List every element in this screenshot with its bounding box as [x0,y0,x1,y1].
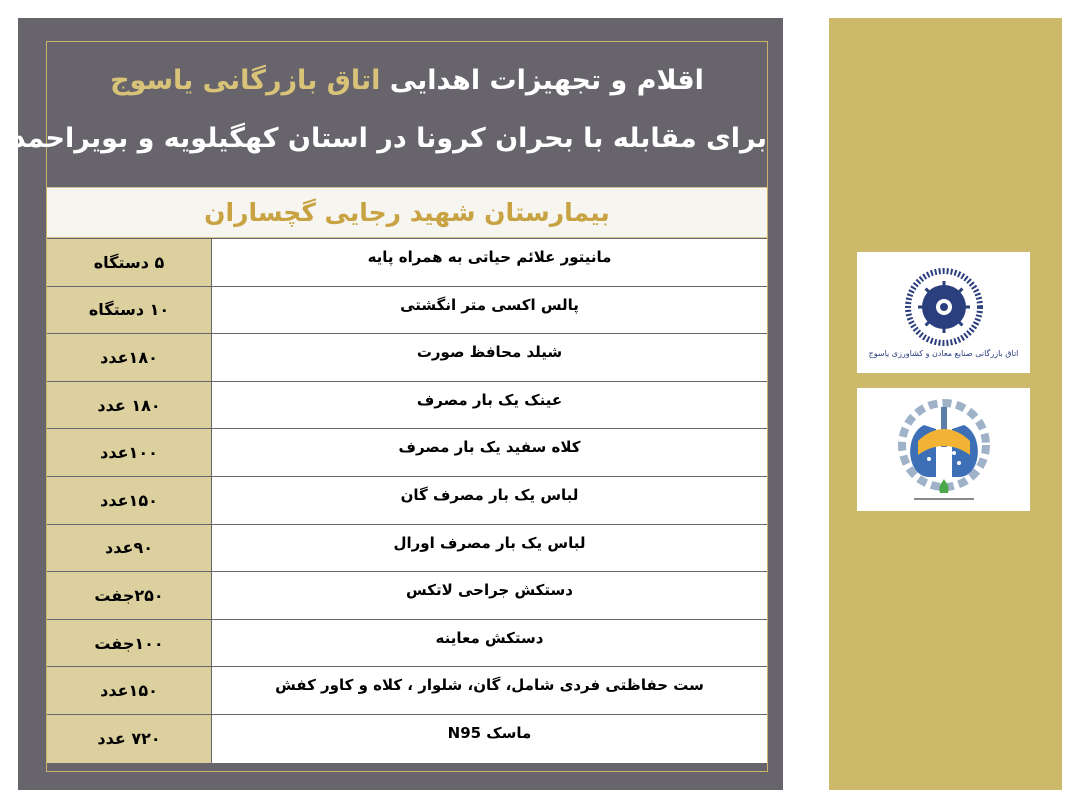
table-row [47,477,767,525]
quantity-cell: ۷۲۰ عدد [47,715,212,763]
donation-board [11,41,768,772]
title-line-1-gold: اتاق بازرگانی یاسوج [110,65,381,96]
chamber-logo-card [857,252,1030,373]
items-table [47,239,767,763]
title-line-1 [47,52,767,110]
quantity-cell: ۱۵۰عدد [47,477,212,524]
nafas-logo-card [857,388,1030,511]
item-cell: لباس یک بار مصرف گان [212,477,767,524]
table-row [47,334,767,382]
hospital-name: بیمارستان شهید رجایی گچساران [47,187,767,238]
nafas-campaign-logo-icon [884,395,1004,505]
quantity-cell: ۱۸۰عدد [47,334,212,381]
item-cell: کلاه سفید یک بار مصرف [212,429,767,476]
quantity-cell: ۱۰۰جفت [47,620,212,667]
item-cell: ماسک N95 [212,715,767,763]
chamber-of-commerce-logo-icon [904,267,984,347]
quantity-cell: ۱۸۰ عدد [47,382,212,429]
item-cell: مانیتور علائم حیاتی به همراه پایه [212,239,767,286]
table-row [47,382,767,430]
item-cell: ست حفاظتی فردی شامل، گان، شلوار ، کلاه و کاور کفش [212,667,767,714]
table-row [47,620,767,668]
title-line-1-white: اقلام و تجهیزات اهدایی [380,65,704,96]
table-row [47,667,767,715]
item-cell: دستکش جراحی لاتکس [212,572,767,619]
quantity-cell: ۱۰۰عدد [47,429,212,476]
quantity-cell: ۹۰عدد [47,525,212,572]
item-cell: شیلد محافظ صورت [212,334,767,381]
table-row [47,525,767,573]
item-cell: لباس یک بار مصرف اورال [212,525,767,572]
item-cell: پالس اکسی متر انگشتی [212,287,767,334]
item-cell: عینک یک بار مصرف [212,382,767,429]
table-row [47,572,767,620]
table-row [47,429,767,477]
quantity-cell: ۱۵۰عدد [47,667,212,714]
quantity-cell: ۵ دستگاه [47,239,212,286]
table-row [47,239,767,287]
quantity-cell: ۱۰ دستگاه [47,287,212,334]
title-line-2: برای مقابله با بحران کرونا در استان کهگیلویه و بویراحمد [11,123,767,154]
chamber-caption: اتاق بازرگانی صنایع معادن و کشاورزی یاسوج [868,349,1019,358]
item-cell: دستکش معاینه [212,620,767,667]
quantity-cell: ۲۵۰جفت [47,572,212,619]
table-row [47,287,767,335]
page-title [11,52,767,168]
table-row [47,715,767,763]
